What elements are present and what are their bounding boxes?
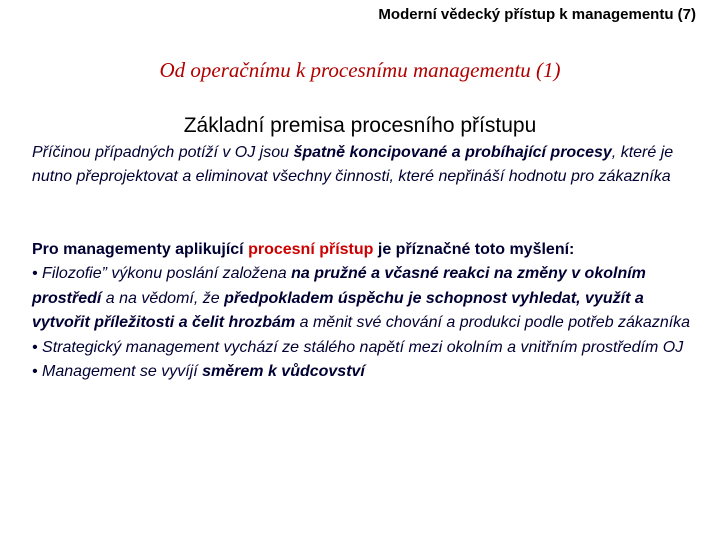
slide-header: Moderní vědecký přístup k managementu (7)	[378, 6, 696, 23]
bullet3-text: • Management se vyvíjí	[32, 363, 203, 381]
intro-highlight: procesní přístup	[248, 241, 374, 258]
bullet3-emphasis: směrem k vůdcovství	[202, 363, 365, 381]
intro-text-2: je příznačné toto myšlení:	[373, 241, 575, 258]
bullet1-text-1: • Filozofie” výkonu poslání založena	[32, 265, 292, 283]
premise-text-2: , které je nutno přeprojektovat a eliminovat všechny činnosti, které nepřináší hodnotu pro zákazníka	[32, 144, 674, 185]
premise-emphasis: špatně koncipované a probíhající procesy	[293, 144, 612, 161]
bullet-item-philosophy	[32, 262, 702, 335]
bullet1-emphasis-2: předpokladem úspěchu je schopnost vyhledat, využít a vytvořit příležitosti a čelit hrozbám	[32, 289, 644, 332]
intro-text-1: Pro managementy aplikující	[32, 241, 249, 258]
bullet1-emphasis-1: na pružné a včasné reakci na změny v okolním prostředí	[32, 265, 646, 307]
premise-text-1: Příčinou případných potíží v OJ jsou	[32, 144, 294, 161]
premise-paragraph	[32, 141, 702, 189]
thinking-paragraph	[32, 238, 702, 384]
bullet1-text-3: a měnit své chování a produkci podle potřeb zákazníka	[295, 314, 691, 332]
slide-subtitle: Od operačnímu k procesnímu managementu (1)	[159, 58, 561, 82]
bullet-item-strategic: • Strategický management vychází ze stálého napětí mezi okolním a vnitřním prostředím OJ	[32, 338, 684, 356]
bullet-item-leadership	[32, 360, 702, 384]
thinking-intro	[32, 238, 702, 262]
section-title: Základní premisa procesního přístupu	[183, 114, 537, 137]
bullet1-text-2: a na vědomí, že	[101, 289, 225, 307]
